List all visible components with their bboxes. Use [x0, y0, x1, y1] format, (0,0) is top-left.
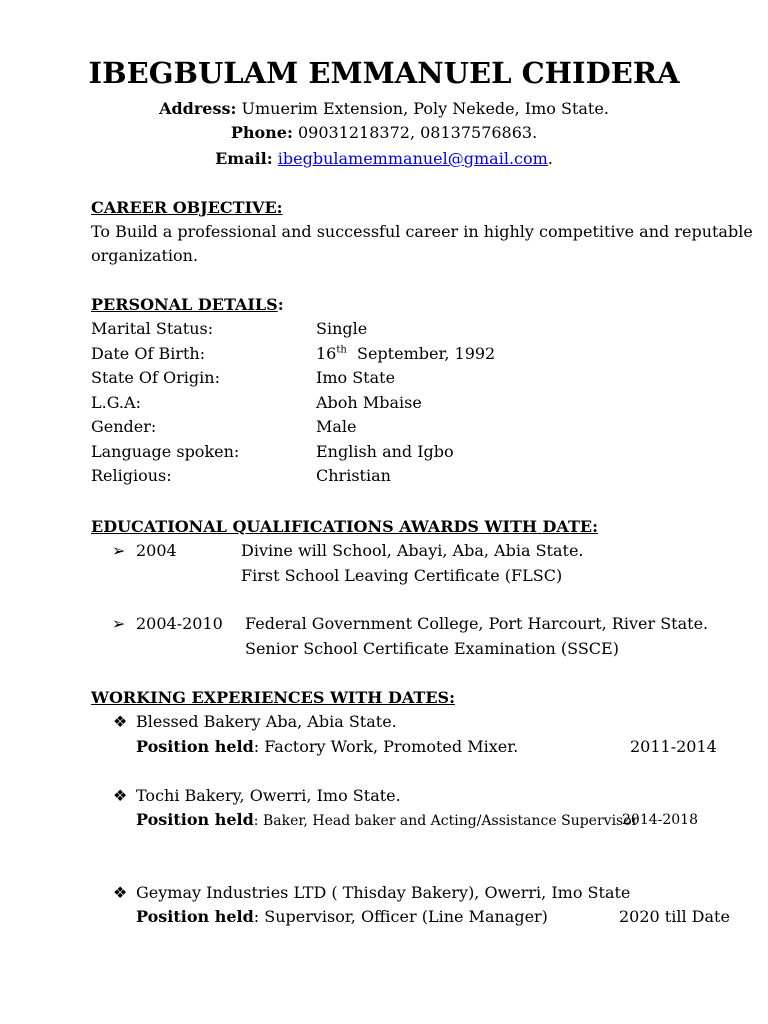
diamond-bullet-icon: ❖	[113, 883, 128, 902]
position-value: : Baker, Head baker and Acting/Assistance Supervisor	[253, 813, 639, 829]
work-dates: 2011-2014	[630, 737, 717, 756]
detail-label: State Of Origin:	[91, 368, 220, 387]
work-company: Blessed Bakery Aba, Abia State.	[136, 712, 397, 731]
detail-value: Single	[316, 319, 368, 338]
work-position	[136, 737, 518, 756]
position-label: Position held	[136, 737, 254, 756]
detail-value: Imo State	[316, 368, 396, 387]
detail-label: Language spoken:	[91, 442, 240, 461]
dob-rest: September, 1992	[357, 344, 496, 363]
work-experience-heading: WORKING EXPERIENCES WITH DATES:	[91, 688, 455, 707]
address-value: Umuerim Extension, Poly Nekede, Imo State.	[241, 99, 609, 118]
email-line	[0, 149, 768, 168]
detail-value: English and Igbo	[316, 442, 454, 461]
education-school: Federal Government College, Port Harcourt, River State.	[245, 614, 709, 633]
detail-label: Marital Status:	[91, 319, 214, 338]
email-label: Email:	[215, 149, 273, 168]
work-dates: 2020 till Date	[619, 907, 730, 926]
diamond-bullet-icon: ❖	[113, 786, 128, 805]
education-year: 2004	[136, 541, 177, 560]
position-value: : Factory Work, Promoted Mixer.	[253, 737, 519, 756]
arrow-bullet-icon: ➢	[112, 541, 126, 560]
phone-line	[0, 123, 768, 142]
detail-value: Christian	[316, 466, 391, 485]
work-company: Tochi Bakery, Owerri, Imo State.	[136, 786, 401, 805]
education-certificate: First School Leaving Certificate (FLSC)	[241, 566, 563, 585]
detail-label: Religious:	[91, 466, 172, 485]
detail-value: Male	[316, 417, 357, 436]
personal-heading-colon: :	[277, 295, 284, 314]
objective-line-2: organization.	[91, 246, 199, 265]
position-label: Position held	[136, 810, 254, 829]
personal-heading-text: PERSONAL DETAILS	[91, 295, 278, 314]
phone-value: 09031218372, 08137576863.	[297, 123, 538, 142]
education-heading: EDUCATIONAL QUALIFICATIONS AWARDS WITH DATE:	[91, 517, 598, 536]
work-company: Geymay Industries LTD ( Thisday Bakery), Owerri, Imo State	[136, 883, 631, 902]
career-objective-heading: CAREER OBJECTIVE:	[91, 198, 283, 217]
phone-label: Phone:	[230, 123, 293, 142]
detail-label: Date Of Birth:	[91, 344, 206, 363]
education-year: 2004-2010	[136, 614, 223, 633]
email-link[interactable]: ibegbulamemmanuel@gmail.com	[277, 149, 548, 168]
detail-value	[316, 344, 495, 363]
work-position	[136, 810, 638, 829]
address-label: Address:	[159, 99, 237, 118]
education-school: Divine will School, Abayi, Aba, Abia State.	[241, 541, 584, 560]
email-suffix: .	[547, 149, 553, 168]
detail-value: Aboh Mbaise	[316, 393, 422, 412]
work-dates: 2014-2018	[622, 812, 698, 828]
objective-line-1: To Build a professional and successful career in highly competitive and reputable	[91, 222, 753, 241]
position-value: : Supervisor, Officer (Line Manager)	[253, 907, 548, 926]
resume-name: IBEGBULAM EMMANUEL CHIDERA	[88, 56, 680, 90]
position-label: Position held	[136, 907, 254, 926]
personal-details-heading	[91, 295, 284, 314]
detail-label: Gender:	[91, 417, 157, 436]
work-position	[136, 907, 548, 926]
dob-day: 16	[316, 344, 337, 363]
education-certificate: Senior School Certificate Examination (SSCE)	[245, 639, 619, 658]
detail-label: L.G.A:	[91, 393, 141, 412]
diamond-bullet-icon: ❖	[113, 712, 128, 731]
arrow-bullet-icon: ➢	[112, 614, 126, 633]
dob-suffix: th	[336, 344, 347, 356]
address-line	[0, 99, 768, 118]
